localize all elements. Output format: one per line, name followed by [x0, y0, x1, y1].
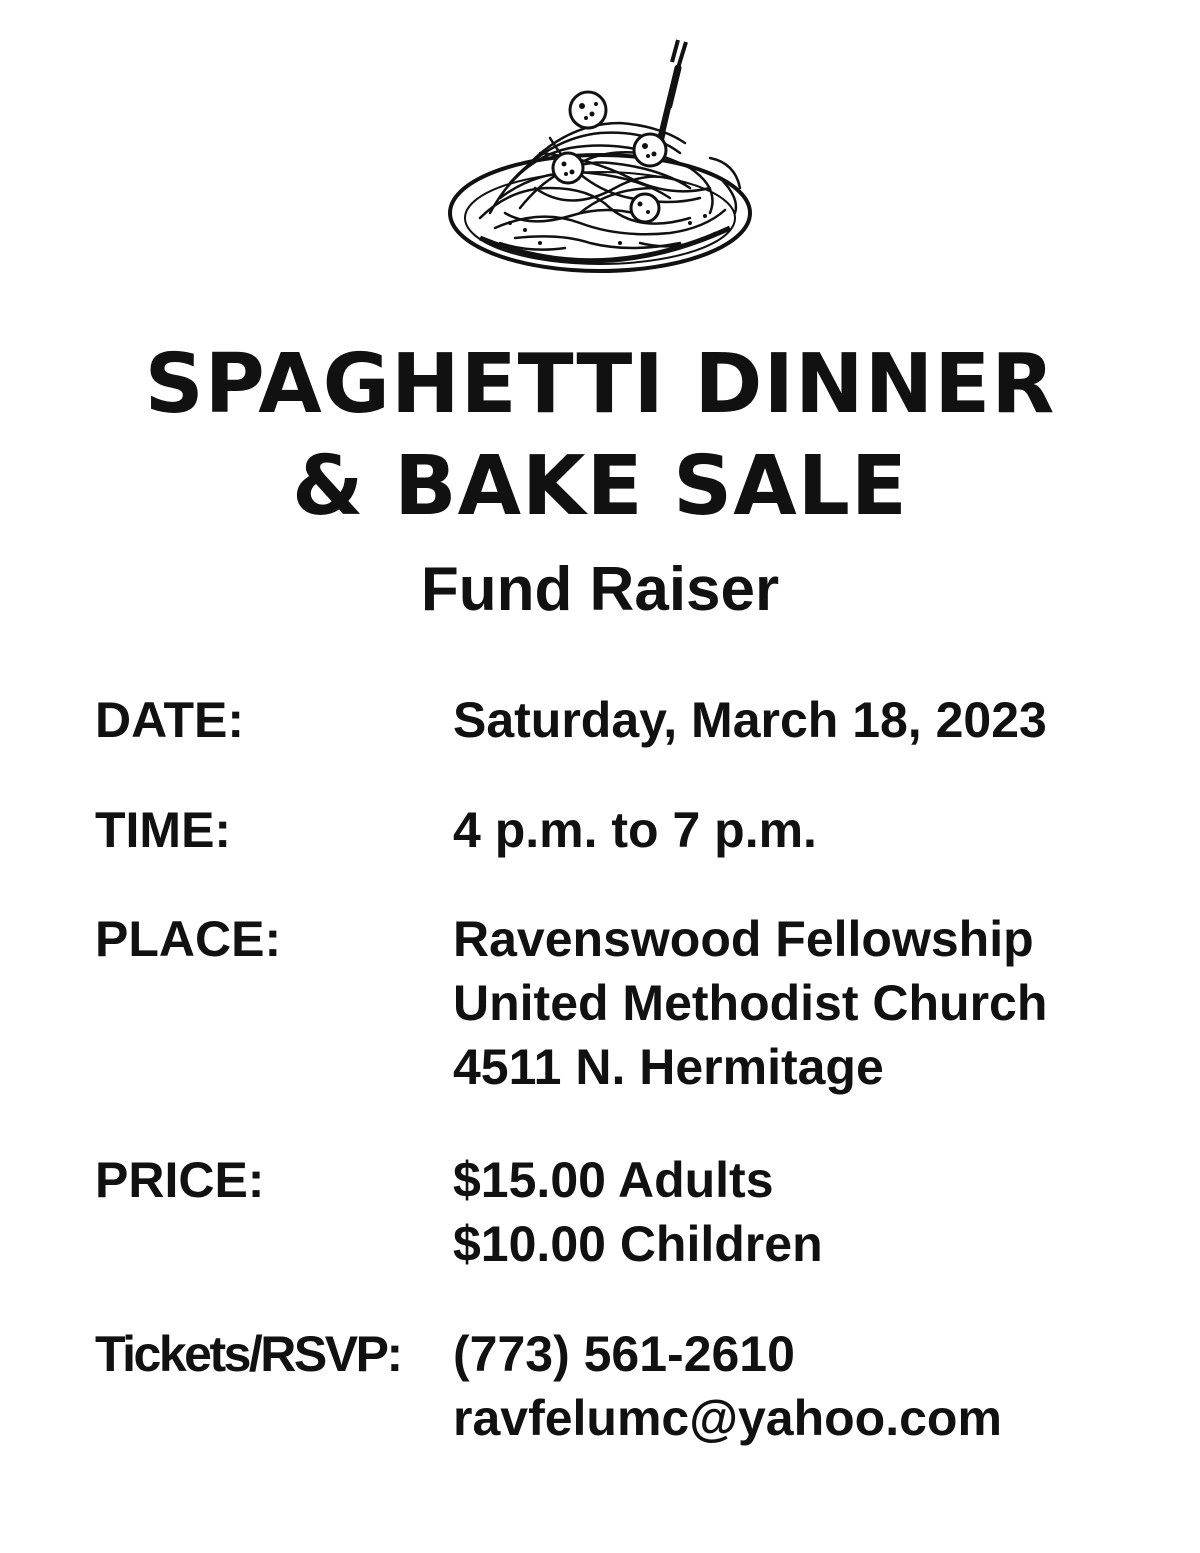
- subtitle: Fund Raiser: [420, 555, 780, 624]
- place-label: PLACE:: [95, 911, 282, 967]
- date-value: Saturday, March 18, 2023: [453, 692, 1047, 748]
- date-values: [453, 688, 1047, 752]
- place-line-2: United Methodist Church: [453, 975, 1048, 1031]
- time-values: [453, 798, 817, 862]
- time-label: TIME:: [95, 802, 232, 858]
- price-values: [453, 1148, 823, 1276]
- place-line-1: Ravenswood Fellowship: [453, 911, 1034, 967]
- place-line-3: 4511 N. Hermitage: [453, 1039, 884, 1095]
- tickets-label: Tickets/RSVP:: [95, 1326, 401, 1382]
- title-line-2: & BAKE SALE: [292, 439, 908, 534]
- tickets-email: ravfelumc@yahoo.com: [453, 1390, 1002, 1446]
- tickets-values: [453, 1322, 1002, 1450]
- tickets-phone: (773) 561-2610: [453, 1326, 795, 1382]
- time-value: 4 p.m. to 7 p.m.: [453, 802, 817, 858]
- price-label: PRICE:: [95, 1152, 265, 1208]
- spaghetti-plate-icon: [440, 38, 760, 288]
- title-line-1: SPAGHETTI DINNER: [144, 337, 1056, 432]
- price-children: $10.00 Children: [453, 1216, 823, 1272]
- date-label: DATE:: [95, 692, 245, 748]
- place-values: [453, 907, 1047, 1099]
- price-adults: $15.00 Adults: [453, 1152, 774, 1208]
